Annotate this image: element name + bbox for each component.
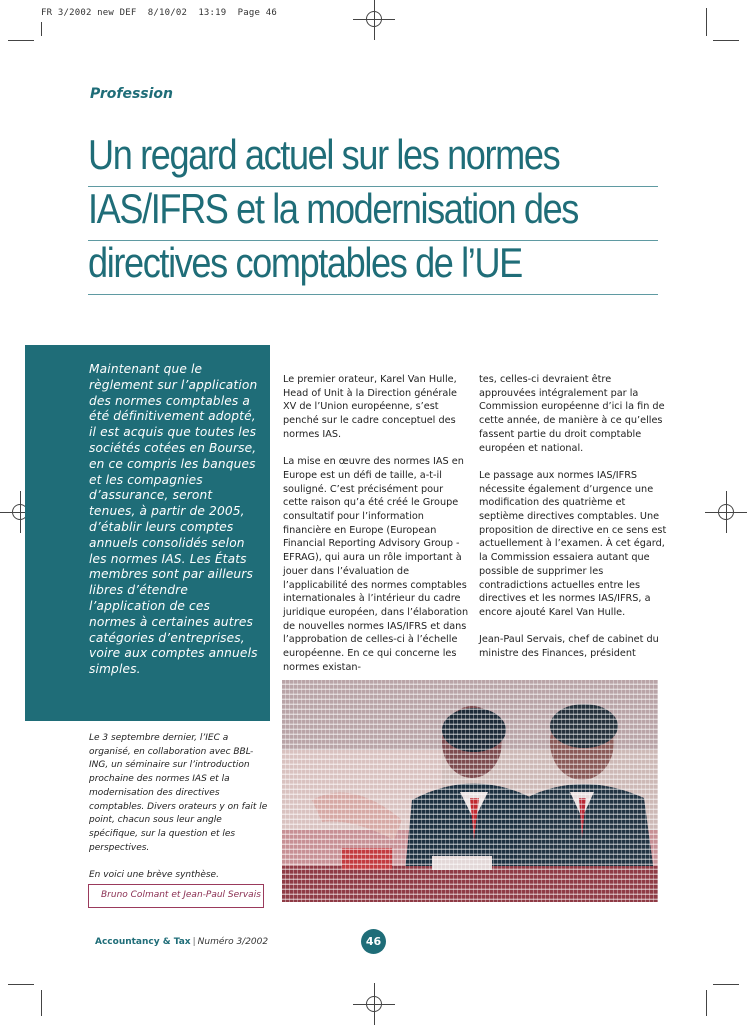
crop-mark-bottom-right-h bbox=[713, 984, 739, 985]
author-names: Bruno Colmant et Jean-Paul Servais bbox=[101, 890, 261, 900]
registration-mark-top bbox=[366, 11, 382, 27]
article-title-text: directives comptables de l’UE bbox=[88, 239, 522, 286]
crop-mark-top-right-v bbox=[706, 8, 707, 36]
speakers-photo-illustration bbox=[282, 680, 658, 902]
paragraph: Le passage aux normes IAS/IFRS nécessite également d’urgence une modification des quatrième et septième directives comptables. Une proposition de directive en ce sens est actuellement à l’examen. À cet égard, la Commission essaiera autant que possible de supprimer les contradictions actuelles entre les directives et les normes IAS/IFRS, a encore ajouté Karel Van Hulle. bbox=[479, 469, 667, 618]
section-label: Profession bbox=[90, 86, 173, 102]
paragraph: La mise en œuvre des normes IAS en Europe est un défi de taille, a-t-il souligné. C’est précisément pour cette raison qu’a été créé le Groupe consultatif pour l’information financière en Europe (European Financial Reporting Advisory Group - EFRAG), qui aura un rôle important à jouer dans l’évaluation de l’applicabilité des normes comptables internationales à l’intérieur du cadre juridique européen, dans l’élaboration de nouvelles normes IAS/IFRS et dans l’approbation de celles-ci à l’échelle européenne. En ce qui concerne les normes existan- bbox=[283, 456, 469, 673]
paragraph: tes, celles-ci devraient être approuvées intégralement par la Commission européenne d’ici la fin de cette année, de manière à ce qu’elles fassent partie du droit comptable européen et national. bbox=[479, 374, 665, 454]
article-title-line-3 bbox=[88, 240, 658, 295]
paragraph: Le premier orateur, Karel Van Hulle, Head of Unit à la Direction générale XV de l’Union européenne, s’est penché sur le cadre conceptuel des normes IAS. bbox=[283, 374, 457, 440]
crop-mark-bottom-left-v bbox=[41, 990, 42, 1016]
article-title-text: IAS/IFRS et la modernisation des bbox=[88, 185, 578, 232]
registration-mark-bottom bbox=[366, 996, 382, 1012]
page-footer bbox=[95, 937, 268, 947]
footer-separator: | bbox=[192, 937, 196, 947]
crop-mark-bottom-left-h bbox=[8, 984, 34, 985]
article-title-text: Un regard actuel sur les normes bbox=[88, 131, 560, 178]
article-title-line-1 bbox=[88, 132, 658, 187]
printer-slug: FR 3/2002 new DEF 8/10/02 13:19 Page 46 bbox=[41, 8, 277, 18]
author-byline bbox=[88, 884, 264, 908]
crop-mark-top-left-v bbox=[41, 22, 42, 36]
page-number: 46 bbox=[361, 929, 386, 954]
crop-mark-bottom-right-v bbox=[706, 990, 707, 1016]
seminar-note bbox=[89, 732, 269, 896]
body-column-1 bbox=[283, 373, 471, 688]
intro-text: Maintenant que le règlement sur l’application des normes comptables a été définitivement adopté, il est acquis que toutes les sociétés cotées en Bourse, en ce compris les banques et les compagnies d’assurance, seront tenues, à partir de 2005, d’établir leurs comptes annuels consolidés selon les normes IAS. Les États membres sont par ailleurs libres d’étendre l’application de ces normes à certaines autres catégories d’entreprises, voire aux comptes annuels simples. bbox=[89, 362, 258, 677]
body-column-2 bbox=[479, 373, 667, 674]
issue-number: Numéro 3/2002 bbox=[197, 937, 269, 947]
crop-mark-top-left-h bbox=[8, 40, 34, 41]
publication-name: Accountancy & Tax bbox=[95, 937, 191, 947]
note-paragraph: Le 3 septembre dernier, l’IEC a organisé, en collaboration avec BBL-ING, un séminaire sur l’introduction prochaine des normes IAS et la modernisation des directives comptables. Divers orateurs y on fait le point, chacun sous leur angle spécifique, sur la question et les perspectives. bbox=[89, 733, 268, 853]
article-title-line-2 bbox=[88, 186, 658, 241]
paragraph: Jean-Paul Servais, chef de cabinet du ministre des Finances, président bbox=[479, 634, 659, 660]
note-paragraph: En voici une brève synthèse. bbox=[89, 870, 219, 881]
crop-mark-top-right-h bbox=[713, 40, 739, 41]
speakers-photo bbox=[282, 680, 658, 902]
registration-mark-right bbox=[718, 504, 734, 520]
